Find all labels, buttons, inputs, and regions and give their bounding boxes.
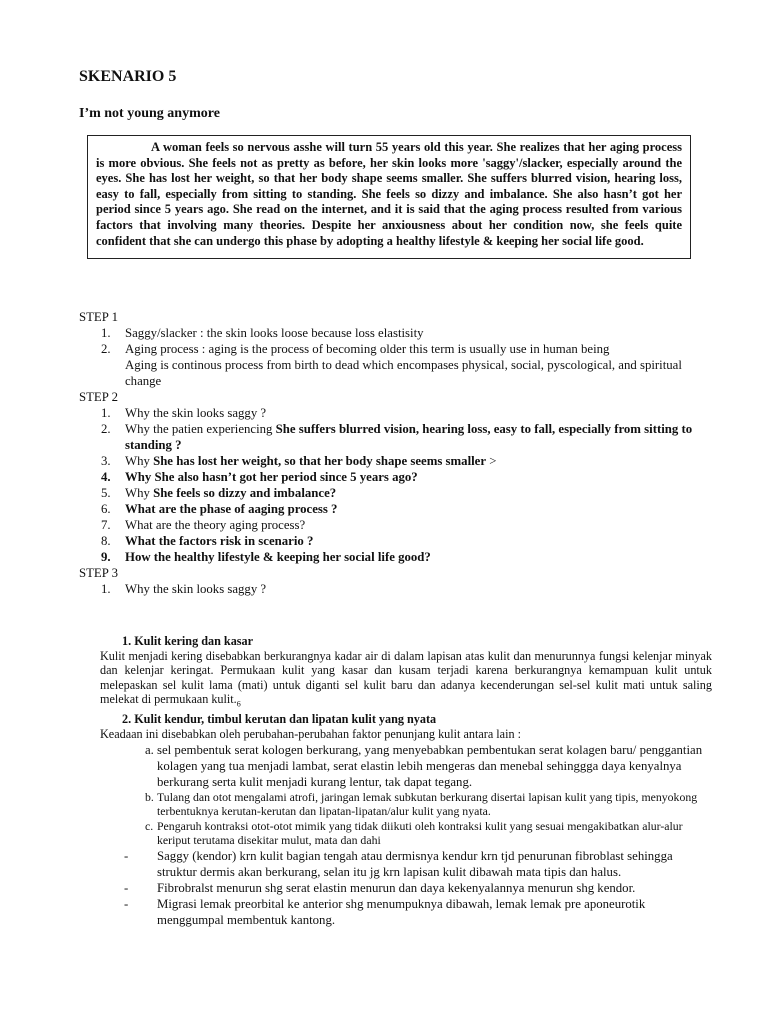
list-item: 2. Why the patien experiencing She suffers blurred vision, hearing loss, easy to fall, especially from sitting to standing ? bbox=[101, 422, 693, 452]
list-text: Why the skin looks saggy ? bbox=[125, 582, 267, 596]
list-marker: - bbox=[124, 896, 129, 911]
list-marker: b. bbox=[145, 789, 154, 804]
list-text-bold: She suffers blurred vision, hearing loss, easy to fall, especially from sitting to standing ? bbox=[125, 422, 693, 452]
list-item bbox=[100, 819, 712, 848]
list-text: Tulang dan otot mengalami atrofi, jaringan lemak subkutan berkurang disertai lapisan kulit yang tipis, menyokong terbentuknya kerutan-kerutan dan lipatan-lipatan/alur kulit yang nyata. bbox=[157, 789, 698, 819]
list-item: 9. How the healthy lifestyle & keeping her social life good? bbox=[101, 550, 431, 564]
list-item: 7. What are the theory aging process? bbox=[101, 518, 306, 532]
list-marker: a. bbox=[145, 742, 154, 757]
list-marker: c. bbox=[145, 818, 154, 833]
list-item bbox=[100, 880, 712, 896]
section1-body: Kulit menjadi kering disebabkan berkurangnya kadar air di dalam lapisan atas kulit dan menurunnya fungsi kelenjar minyak dan kelenjar keringat. Permukaan kulit yang kasar dan kusam terjadi karena berkurangnya kemampuan kulit untuk melepaskan sel kulit lama (mati) untuk diganti sel kulit baru dan adanya kecenderungan sel-sel kulit mati untuk saling melekat di permukaan $kulit._6$ bbox=[100, 648, 712, 709]
step2-list bbox=[79, 405, 719, 565]
document-title: SKENARIO 5 bbox=[79, 68, 177, 85]
bullet-list bbox=[100, 848, 712, 928]
step2-heading: STEP 2 bbox=[79, 390, 118, 404]
list-text: Why the skin looks saggy ? bbox=[125, 406, 267, 420]
list-item: 8. What the factors risk in scenario ? bbox=[101, 534, 314, 548]
scenario-title: I’m not young anymore bbox=[79, 106, 220, 121]
list-text-bold: What the factors risk in scenario ? bbox=[125, 534, 314, 548]
list-text: Aging process : aging is the process of becoming older this term is usually use in human being bbox=[125, 342, 610, 356]
section1-heading: 1. Kulit kering dan kasar bbox=[122, 634, 254, 648]
step3-list bbox=[79, 581, 719, 597]
list-marker: - bbox=[124, 848, 129, 863]
scenario-box: A woman feels so nervous asshe will turn 55 years old this year. She realizes that her aging process is more obvious. She feels not as pretty as before, her skin looks more 'saggy'/slacker, especially around the eyes. She has lost her weight, so that her body shape seems smaller. She suffers blurred vision, hearing loss, easy to fall, especially from sitting to standing. She feels so dizzy and imbalance. She also hasn’t got her period since 5 years ago. She read on the internet, and it is said that the aging process resulted from various factors that involving many theories. Despite her anxiousness about her condition now, she feels quite confident that she can undergo this phase by adopting a healthy lifestyle & keeping her social life good. bbox=[87, 135, 691, 259]
list-number: 2. bbox=[101, 342, 111, 356]
list-text-bold: She feels so dizzy and imbalance? bbox=[153, 486, 337, 500]
list-item: 1. Why the skin looks saggy ? bbox=[101, 582, 267, 596]
list-text: sel pembentuk serat kologen berkurang, yang menyebabkan pembentukan serat kolagen baru/ penggantian kolagen yang tua menjadi lambat, serat elastin lebih mengeras dan menebal sehinggga daya kenyalnya berkurang serta kulit menjadi kurang lentur, tak dapat tegang. bbox=[157, 742, 703, 789]
content-section bbox=[100, 634, 712, 928]
list-item: 6. What are the phase of aaging process ? bbox=[101, 502, 338, 516]
step1-list bbox=[79, 325, 719, 357]
section2-list bbox=[100, 742, 712, 848]
steps-section bbox=[79, 309, 719, 597]
list-item bbox=[100, 790, 712, 819]
list-item bbox=[100, 896, 712, 928]
list-item: 3. Why She has lost her weight, so that her body shape seems smaller > bbox=[101, 454, 497, 468]
list-item bbox=[79, 325, 719, 341]
list-text: Saggy (kendor) krn kulit bagian tengah atau dermisnya kendur krn tjd penurunan fibroblast sehingga struktur dermis akan berkurang, selan itu jg krn lapisan kulit dibawah mata tipis dan halus. bbox=[157, 848, 673, 879]
list-text-bold: She has lost her weight, so that her body shape seems smaller bbox=[153, 454, 487, 468]
list-text: Why bbox=[125, 486, 154, 500]
list-marker: - bbox=[124, 880, 129, 895]
list-item: 4. Why She also hasn’t got her period since 5 years ago? bbox=[101, 470, 418, 484]
list-text: Why bbox=[125, 454, 154, 468]
step1-continuation: Aging is continous process from birth to dead which encompases physical, social, pyscological, and spiritual change bbox=[125, 358, 682, 388]
list-text: Why the patien experiencing bbox=[125, 422, 276, 436]
list-text: Migrasi lemak preorbital ke anterior shg menumpuknya dibawah, lemak lemak pre aponeurotik menggumpal membentuk kantong. bbox=[157, 896, 646, 927]
list-text: Saggy/slacker : the skin looks loose because loss elastisity bbox=[125, 326, 424, 340]
list-item bbox=[100, 848, 712, 880]
section2-heading: 2. Kulit kendur, timbul kerutan dan lipatan kulit yang nyata bbox=[122, 712, 437, 727]
section2-intro: Keadaan ini disebabkan oleh perubahan-perubahan faktor penunjang kulit antara lain : bbox=[100, 727, 521, 741]
list-item: 1. Why the skin looks saggy ? bbox=[101, 406, 267, 420]
list-item bbox=[79, 341, 719, 357]
list-number: 1. bbox=[101, 326, 111, 340]
list-text-bold: How the healthy lifestyle & keeping her social life good? bbox=[125, 550, 431, 564]
step1-heading: STEP 1 bbox=[79, 310, 118, 324]
footnote-ref: 6 bbox=[236, 699, 241, 709]
list-item: 5. Why She feels so dizzy and imbalance? bbox=[101, 486, 337, 500]
list-text-bold: Why She also hasn’t got her period since 5 years ago? bbox=[125, 470, 418, 484]
list-text: > bbox=[486, 454, 497, 468]
list-text-bold: What are the phase of aaging process ? bbox=[125, 502, 338, 516]
list-item bbox=[100, 742, 712, 790]
step3-heading: STEP 3 bbox=[79, 566, 118, 580]
list-text: What are the theory aging process? bbox=[125, 518, 306, 532]
list-text: Pengaruh kontraksi otot-otot mimik yang tidak diikuti oleh kontraksi kulit yang sesuai mengakibatkan alur-alur keriput terutama disekitar mulut, mata dan dahi bbox=[157, 818, 683, 848]
list-text: Fibrobralst menurun shg serat elastin menurun dan daya kekenyalannya menurun shg kendor. bbox=[157, 880, 636, 895]
